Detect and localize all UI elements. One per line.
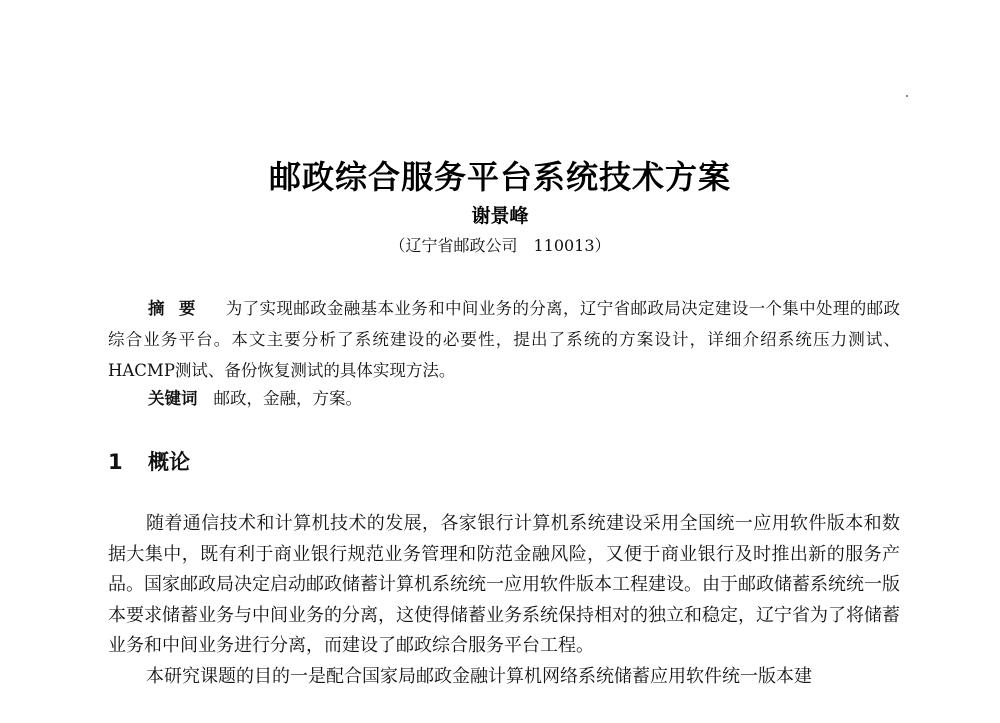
abstract-block [108, 293, 900, 386]
abstract-label: 摘要 [148, 299, 210, 318]
scan-speck [906, 95, 908, 97]
author-name: 谢景峰 [471, 205, 529, 227]
body-text [108, 509, 900, 692]
abstract-text: 为了实现邮政金融基本业务和中间业务的分离，辽宁省邮政局决定建设一个集中处理的邮政综合业务平台。本文主要分析了系统建设的必要性，提出了系统的方案设计，详细介绍系统压力测试、HACMP测试、备份恢复测试的具体实现方法。 [108, 299, 901, 380]
keywords-text: 邮政，金融，方案。 [213, 389, 362, 408]
body-paragraph: 随着通信技术和计算机技术的发展，各家银行计算机系统建设采用全国统一应用软件版本和数据大集中，既有利于商业银行规范业务管理和防范金融风险，又便于商业银行及时推出新的服务产品。国家邮政局决定启动邮政储蓄计算机系统统一应用软件版本工程建设。由于邮政储蓄系统统一版本要求储蓄业务与中间业务的分离，这使得储蓄业务系统保持相对的独立和稳定，辽宁省为了将储蓄业务和中间业务进行分离，而建设了邮政综合服务平台工程。 [108, 513, 900, 656]
section-number: 1 [108, 450, 123, 474]
keywords-label: 关键词 [148, 389, 198, 408]
author-affiliation: （辽宁省邮政公司 110013） [389, 236, 611, 255]
body-paragraph: 本研究课题的目的一是配合国家局邮政金融计算机网络系统储蓄应用软件统一版本建 [146, 665, 812, 687]
paper-title: 邮政综合服务平台系统技术方案 [268, 158, 731, 196]
keywords-block [148, 387, 900, 411]
section-heading [108, 446, 900, 476]
section-title: 概论 [148, 450, 190, 474]
